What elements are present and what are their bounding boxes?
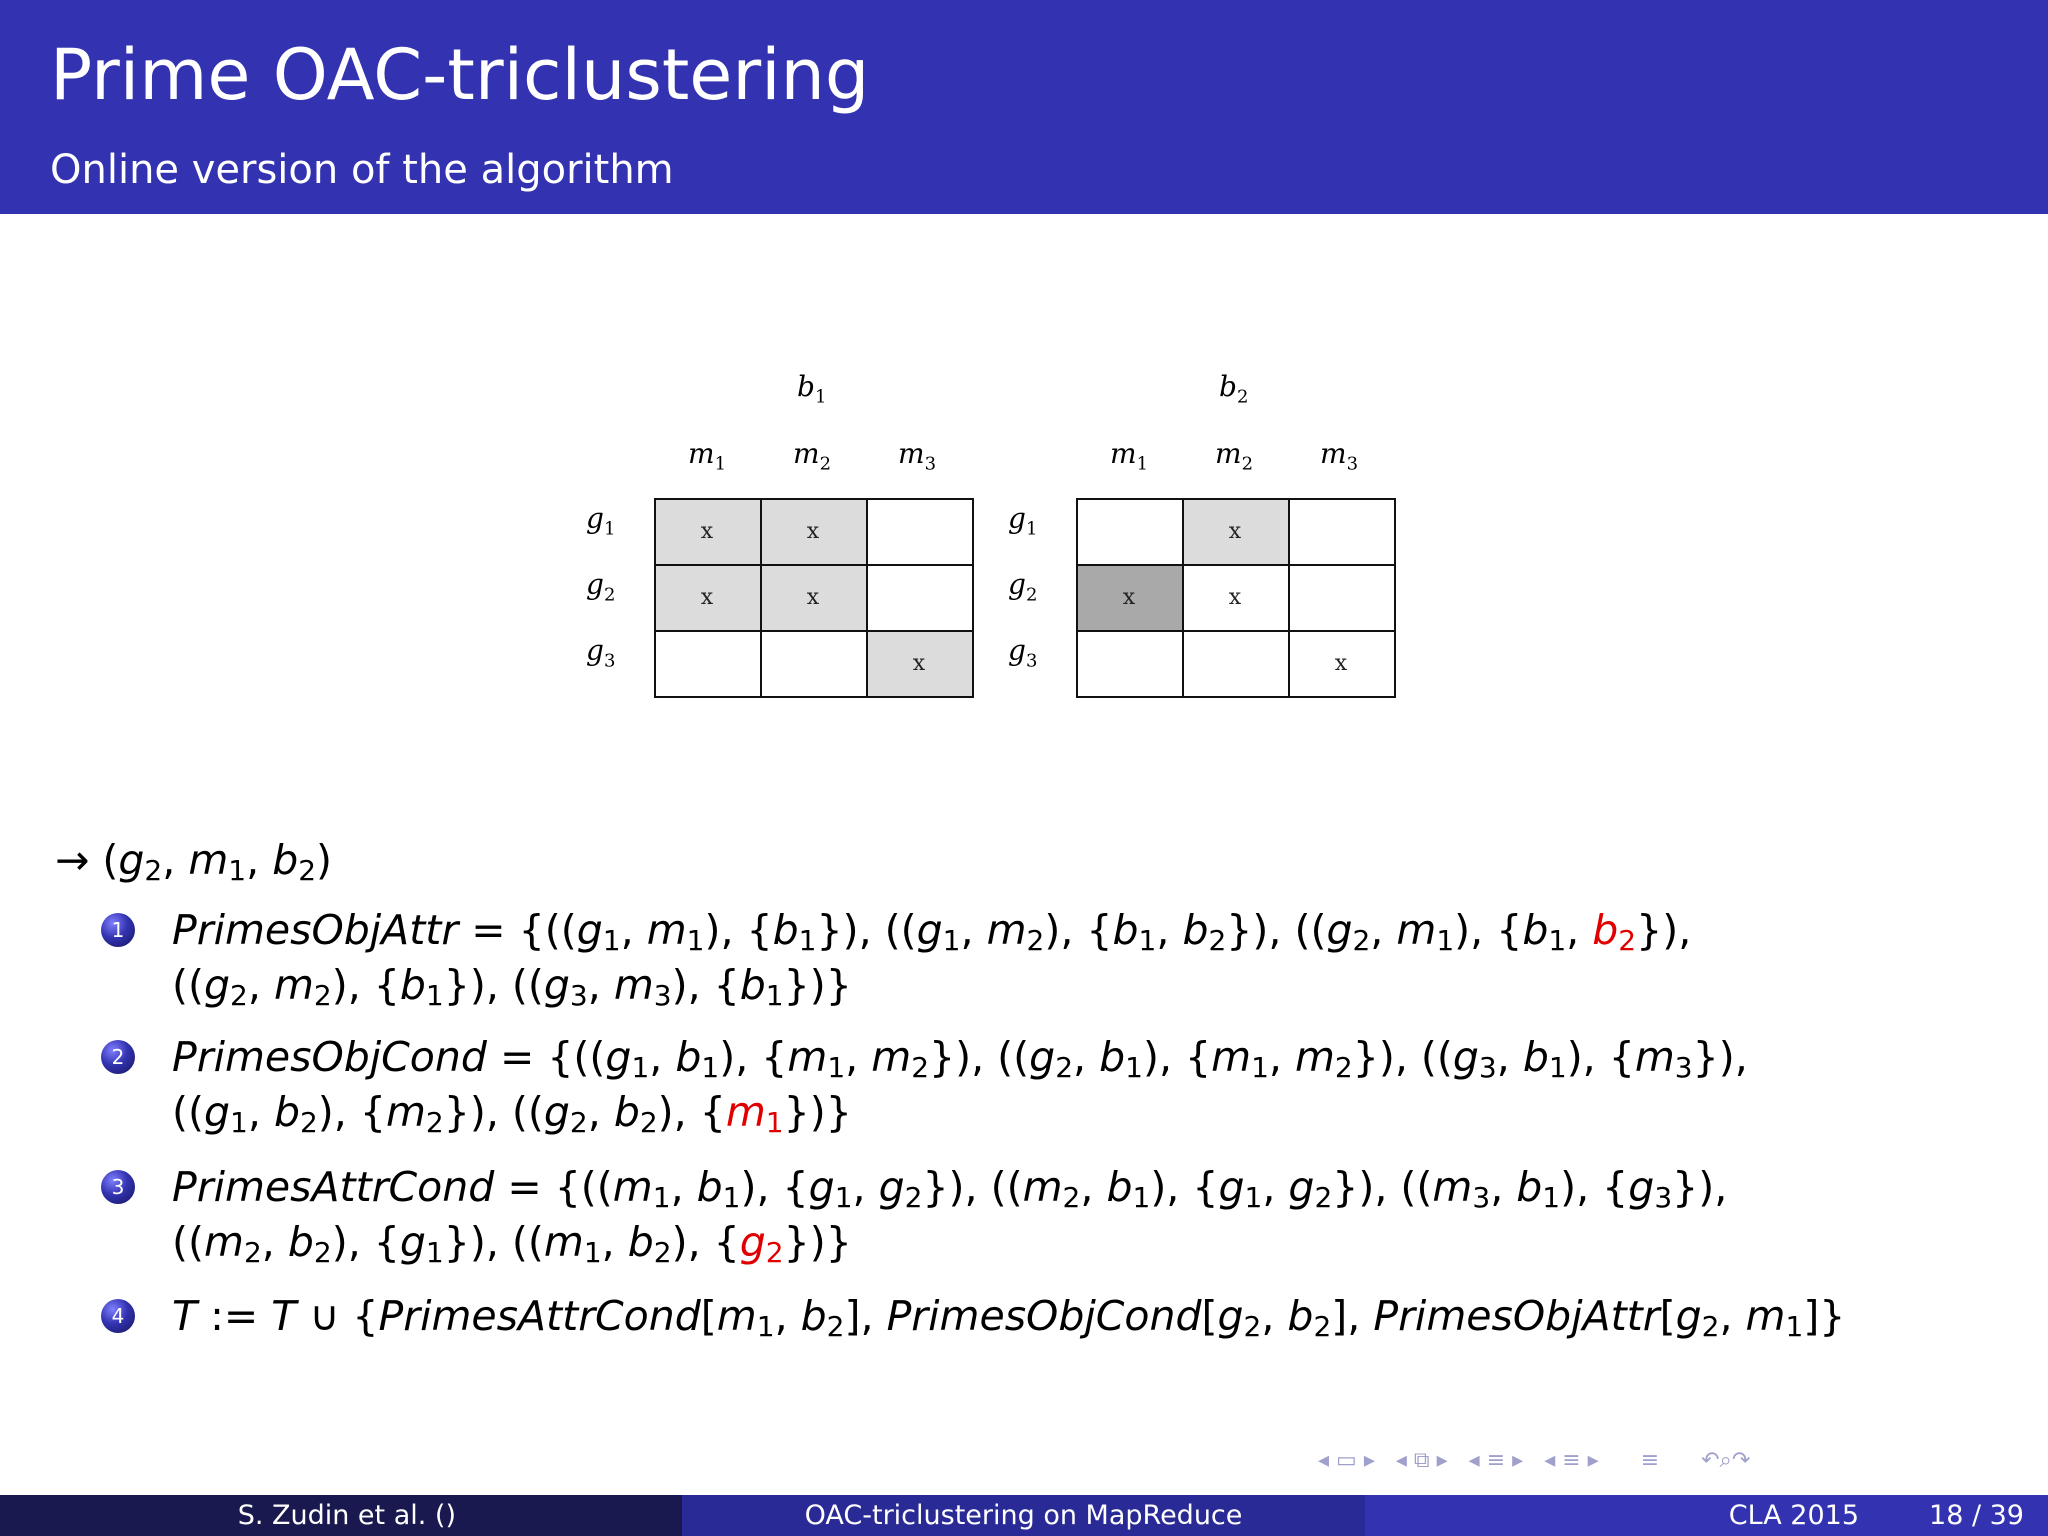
section-icon[interactable]: ≡ xyxy=(1562,1448,1581,1473)
incidence-cell: x xyxy=(760,498,866,564)
footer-page-number: 18 / 39 xyxy=(1929,1500,2024,1531)
footer-conference: CLA 2015 xyxy=(1728,1500,1860,1531)
column-label-m3: $m_3$ xyxy=(898,437,937,475)
grid-line xyxy=(866,498,868,698)
row-label-g3: $g_3$ xyxy=(586,634,616,672)
incidence-cell: x xyxy=(654,564,760,630)
grid-line xyxy=(1076,564,1396,566)
row-label-g3: $g_3$ xyxy=(1008,634,1038,672)
grid-border xyxy=(654,498,974,698)
item-number-1: 1 xyxy=(101,913,135,947)
grid-line xyxy=(654,630,974,632)
row-label-g1: $g_1$ xyxy=(1008,502,1038,540)
grid-border xyxy=(1076,498,1396,698)
nav-next-subsection-icon[interactable]: ▸ xyxy=(1512,1448,1524,1473)
arrow-tuple: → ($g_2$, $m_1$, $b_2$) xyxy=(55,836,333,887)
nav-prev-subsection-icon[interactable]: ◂ xyxy=(1468,1448,1480,1473)
formula-primes-obj-attr-cont: (($g_2$, $m_2$), $\{b_1\}$), (($g_3$, $m_3$), $\{b_1\}$)} xyxy=(172,961,852,1012)
formula-primes-obj-attr: PrimesObjAttr = {(($g_1$, $m_1$), $\{b_1\}$), (($g_1$, $m_2$), {$b_1$, $b_2$}), (($g_2$, $m_1$), {$b_1$, $b_2$}), xyxy=(172,906,1692,957)
slide-footer xyxy=(0,1495,2048,1536)
column-label-m1: $m_1$ xyxy=(1110,437,1149,475)
footer-info xyxy=(1365,1495,2048,1536)
column-label-m1: $m_1$ xyxy=(688,437,727,475)
slide-title: Prime OAC-triclustering xyxy=(50,34,870,116)
nav-next-section-icon[interactable]: ▸ xyxy=(1587,1448,1599,1473)
incidence-cell: x xyxy=(1182,498,1288,564)
grid-line xyxy=(760,498,762,698)
nav-prev-section-icon[interactable]: ◂ xyxy=(1544,1448,1556,1473)
item-number-2: 2 xyxy=(101,1040,135,1074)
condition-label-b1: $b_1$ xyxy=(797,370,827,408)
nav-next-frame-icon[interactable]: ▸ xyxy=(1436,1448,1448,1473)
incidence-cell: x xyxy=(866,630,972,696)
footer-authors-text: S. Zudin et al. () xyxy=(237,1500,456,1531)
formula-tricluster-update: T := T ∪ {$PrimesAttrCond[m_1$, $b_2$], $PrimesObjCond[g_2$, $b_2$], $PrimesObjAttr[g_2$, $m_1$]} xyxy=(172,1292,1846,1343)
row-label-g2: $g_2$ xyxy=(1008,568,1038,606)
formula-primes-obj-cond-cont: (($g_1$, $b_2$), $\{m_2\}$), (($g_2$, $b_2$), $\{m_1\}$)} xyxy=(172,1088,852,1139)
footer-title xyxy=(682,1495,1365,1536)
grid-line xyxy=(1288,498,1290,698)
formula-primes-obj-cond: PrimesObjCond = {(($g_1$, $b_1$), {$m_1$, $m_2$}), (($g_2$, $b_1$), {$m_1$, $m_2$}), (($g_3$, $b_1$), $\{m_3\}$), xyxy=(172,1033,1748,1084)
incidence-cell: x xyxy=(1334,650,1348,676)
frame-stack-icon[interactable]: ⧉ xyxy=(1413,1448,1430,1473)
navigation-bar xyxy=(1318,1448,1750,1478)
subsection-icon[interactable]: ≡ xyxy=(1486,1448,1506,1473)
nav-next-slide-icon[interactable]: ▸ xyxy=(1363,1448,1375,1473)
column-label-m2: $m_2$ xyxy=(1215,437,1254,475)
grid-line xyxy=(654,564,974,566)
row-label-g1: $g_1$ xyxy=(586,502,616,540)
footer-title-text: OAC-triclustering on MapReduce xyxy=(804,1500,1243,1531)
row-label-g2: $g_2$ xyxy=(586,568,616,606)
formula-primes-attr-cond: PrimesAttrCond = {(($m_1$, $b_1$), {$g_1$, $g_2$}), (($m_2$, $b_1$), {$g_1$, $g_2$}), (($m_3$, $b_1$), $\{g_3\}$), xyxy=(172,1163,1728,1214)
column-label-m2: $m_2$ xyxy=(793,437,832,475)
appendix-icon[interactable]: ≡ xyxy=(1640,1448,1660,1473)
nav-prev-frame-icon[interactable]: ◂ xyxy=(1395,1448,1407,1473)
footer-authors xyxy=(0,1495,682,1536)
grid-line xyxy=(1076,630,1396,632)
condition-label-b2: $b_2$ xyxy=(1219,370,1249,408)
incidence-cell: x xyxy=(1076,564,1182,630)
incidence-cell: x xyxy=(654,498,760,564)
incidence-cell: x xyxy=(1228,584,1242,610)
column-label-m3: $m_3$ xyxy=(1320,437,1359,475)
item-number-4: 4 xyxy=(101,1299,135,1333)
frame-icon[interactable]: ▭ xyxy=(1336,1448,1357,1473)
search-icon[interactable]: ↶⌕↷ xyxy=(1701,1448,1751,1473)
slide-header xyxy=(0,0,2048,214)
nav-prev-slide-icon[interactable]: ◂ xyxy=(1318,1448,1330,1473)
slide-subtitle: Online version of the algorithm xyxy=(50,147,674,193)
formula-primes-attr-cond-cont: (($m_2$, $b_2$), $\{g_1\}$), (($m_1$, $b_2$), $\{g_2\}$)} xyxy=(172,1218,852,1269)
item-number-3: 3 xyxy=(101,1170,135,1204)
incidence-cell: x xyxy=(760,564,866,630)
grid-line xyxy=(1182,498,1184,698)
